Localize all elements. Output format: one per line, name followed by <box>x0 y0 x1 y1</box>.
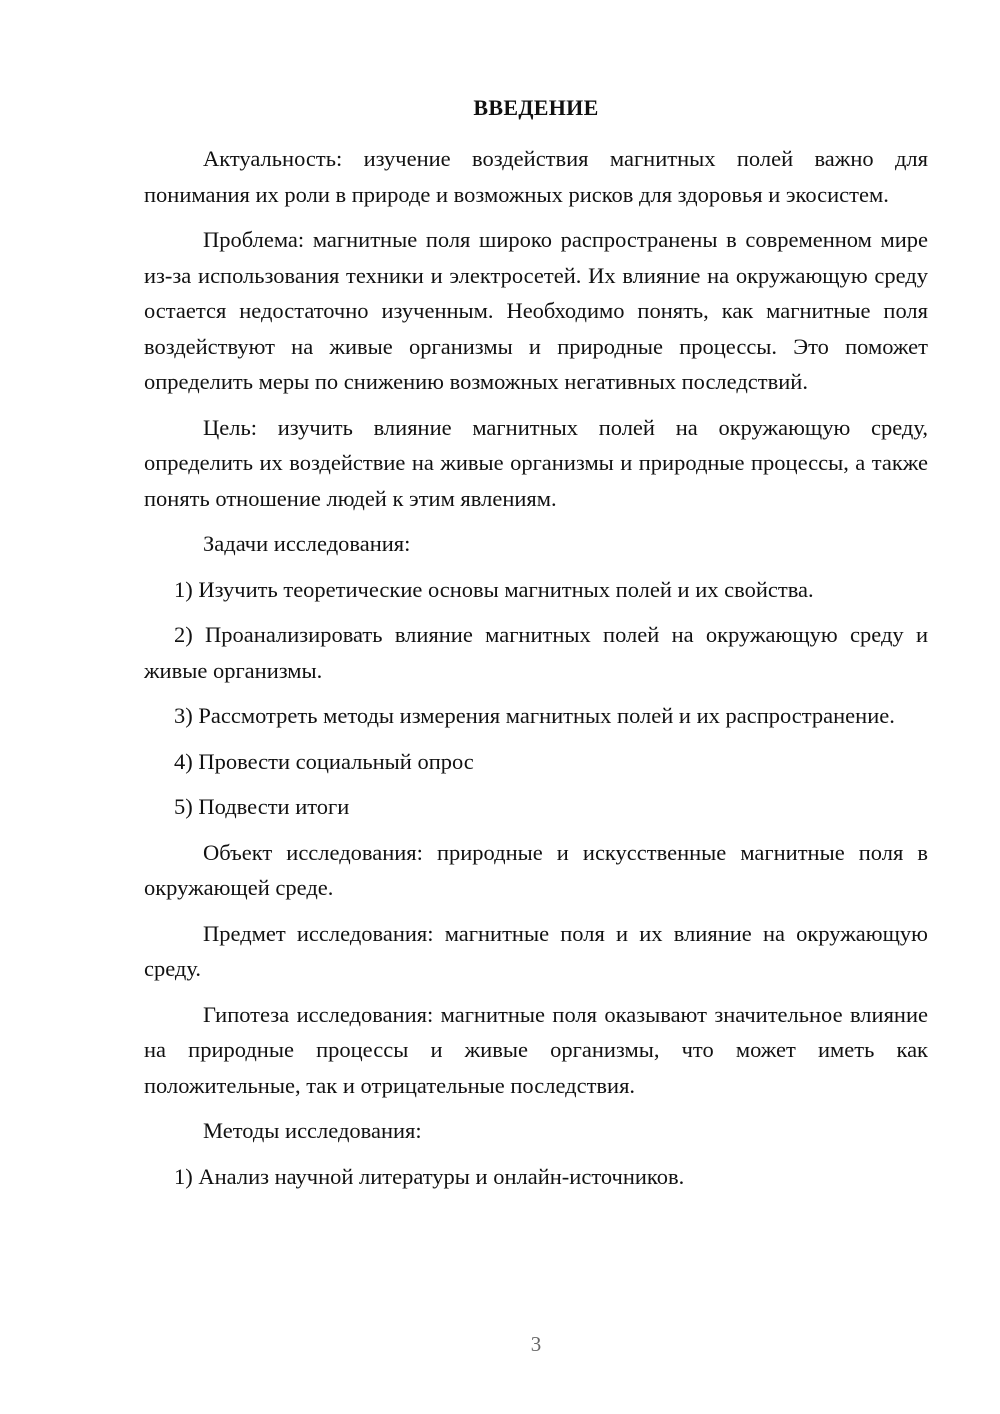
tasks-heading: Задачи исследования: <box>203 531 411 556</box>
page-number: 3 <box>530 1332 542 1356</box>
paragraph-goal: Цель: изучить влияние магнитных полей на окружающую среду, определить их воздействие на живые организмы и природные процессы, а также понять отношение людей к этим явлениям. <box>144 414 928 511</box>
task-item-3: 3) Рассмотреть методы измерения магнитных полей и их распространение. <box>174 703 895 728</box>
paragraph-hypothesis: Гипотеза исследования: магнитные поля оказывают значительное влияние на природные процессы и живые организмы, что может иметь как положительные, так и отрицательные последствия. <box>144 1001 928 1098</box>
paragraph-problem: Проблема: магнитные поля широко распространены в современном мире из-за использования техники и электросетей. Их влияние на окружающую среду остается недостаточно изученным. Необходимо понять, как магнитные поля воздействуют на живые организмы и природные процессы. Это поможет определить меры по снижению возможных негативных последствий. <box>144 227 928 394</box>
paragraph-subject: Предмет исследования: магнитные поля и их влияние на окружающую среду. <box>144 920 928 981</box>
task-item-5: 5) Подвести итоги <box>174 794 350 819</box>
document-body <box>144 141 928 1204</box>
task-item-2: 2) Проанализировать влияние магнитных полей на окружающую среду и живые организмы. <box>144 622 928 683</box>
task-item-1: 1) Изучить теоретические основы магнитных полей и их свойства. <box>174 576 814 602</box>
method-item-1: 1) Анализ научной литературы и онлайн-источников. <box>174 1163 685 1189</box>
task-item-4: 4) Провести социальный опрос <box>174 748 474 774</box>
page-title: ВВЕДЕНИЕ <box>473 95 599 120</box>
methods-heading: Методы исследования: <box>203 1118 422 1143</box>
paragraph-relevance: Актуальность: изучение воздействия магнитных полей важно для понимания их роли в природе и возможных рисков для здоровья и экосистем. <box>144 146 928 207</box>
paragraph-object: Объект исследования: природные и искусственные магнитные поля в окружающей среде. <box>144 839 928 900</box>
